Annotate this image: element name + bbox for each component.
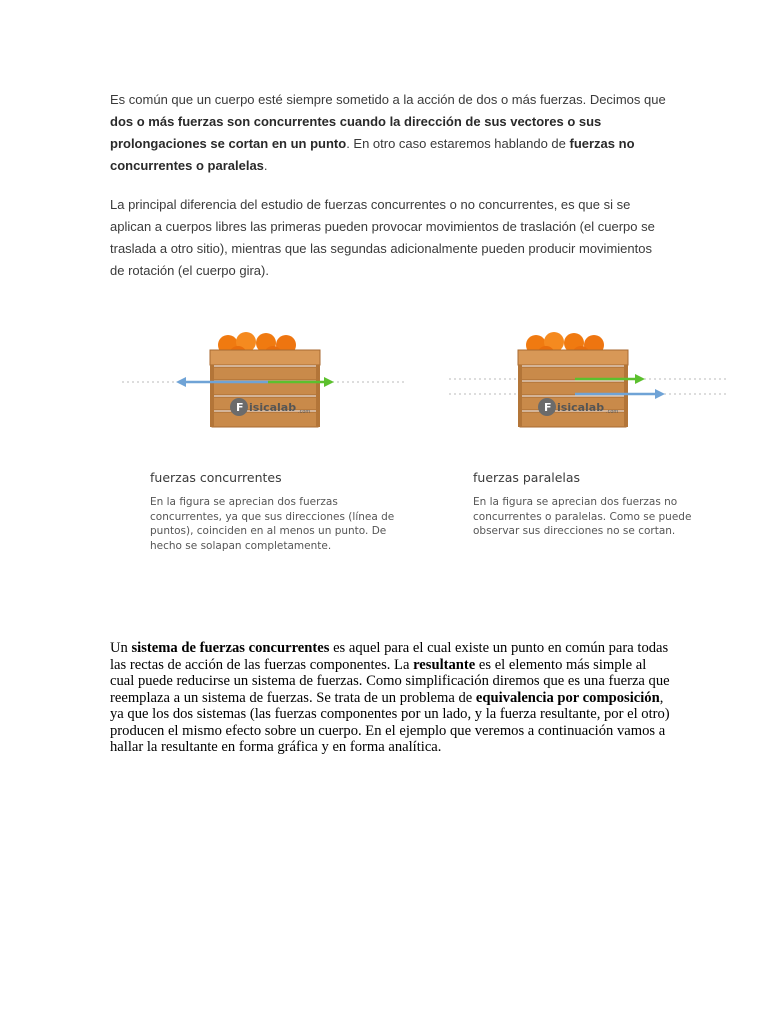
brand-logo-suffix: .com: [606, 409, 619, 415]
system-text-2: es aquel para el cual existe un punto en común para todas las rectas de acción de las fuerzas componentes. La: [110, 640, 669, 673]
system-definition-paragraph: [110, 640, 670, 756]
parallel-caption-title: fuerzas paralelas: [473, 470, 581, 485]
concurrent-caption-title: fuerzas concurrentes: [150, 470, 282, 485]
parallel-caption-body: En la figura se aprecian dos fuerzas no concurrentes o paralelas. Como se puede observar sus direcciones no se cortan.: [473, 496, 692, 537]
parallel-forces-figure: [445, 325, 730, 435]
system-text-4: , ya que los dos sistemas (las fuerzas componentes por un lado, y la fuerza resultante, por el otro) producen el mismo efecto sobre un cuerpo. En el ejemplo que veremos a continuación vamos a hallar la resultante en forma gráfica y en forma analítica.: [110, 689, 670, 755]
intro-bold-parallel: fuerzas no concurrentes o paralelas: [110, 136, 635, 173]
equivalence-bold-term: equivalencia por composición: [475, 689, 660, 706]
system-bold-term: sistema de fuerzas concurrentes: [131, 640, 330, 656]
system-text-3: es el elemento más simple al cual puede reducirse un sistema de fuerzas. Como simplificación diremos que es una fuerza que reemplaza a un sistema de fuerzas. Se trata de un problema de: [110, 656, 670, 706]
crate: [210, 332, 320, 427]
intro-bold-definition: dos o más fuerzas son concurrentes cuando la dirección de sus vectores o sus prolongaciones se cortan en un punto: [110, 114, 602, 151]
brand-logo-text: isicalab: [557, 401, 605, 414]
brand-logo-letter: F: [236, 401, 244, 414]
difference-paragraph: La principal diferencia del estudio de fuerzas concurrentes o no concurrentes, es que si se aplican a cuerpos libres las primeras pueden provocar movimientos de traslación (el cuerpo se traslada a otro sitio), mientras que las segundas adicionalmente pueden producir movimientos de rotación (el cuerpo gira).: [110, 197, 655, 278]
system-text-1: Un: [110, 640, 132, 656]
intro-text-3: .: [263, 158, 268, 173]
concurrent-caption-body: En la figura se aprecian dos fuerzas concurrentes, ya que sus direcciones (línea de puntos), coinciden en al menos un punto. De hecho se solapan completamente.: [150, 496, 395, 552]
brand-logo-letter: F: [544, 401, 552, 414]
resultant-bold-term: resultante: [413, 656, 476, 673]
intro-paragraph: [110, 89, 670, 177]
intro-text-1: Es común que un cuerpo esté siempre sometido a la acción de dos o más fuerzas. Decimos que: [110, 92, 666, 107]
concurrent-forces-figure: [118, 325, 408, 435]
intro-text-2: . En otro caso estaremos hablando de: [346, 136, 570, 151]
brand-logo-text: isicalab: [249, 401, 297, 414]
brand-logo-suffix: .com: [298, 409, 311, 415]
